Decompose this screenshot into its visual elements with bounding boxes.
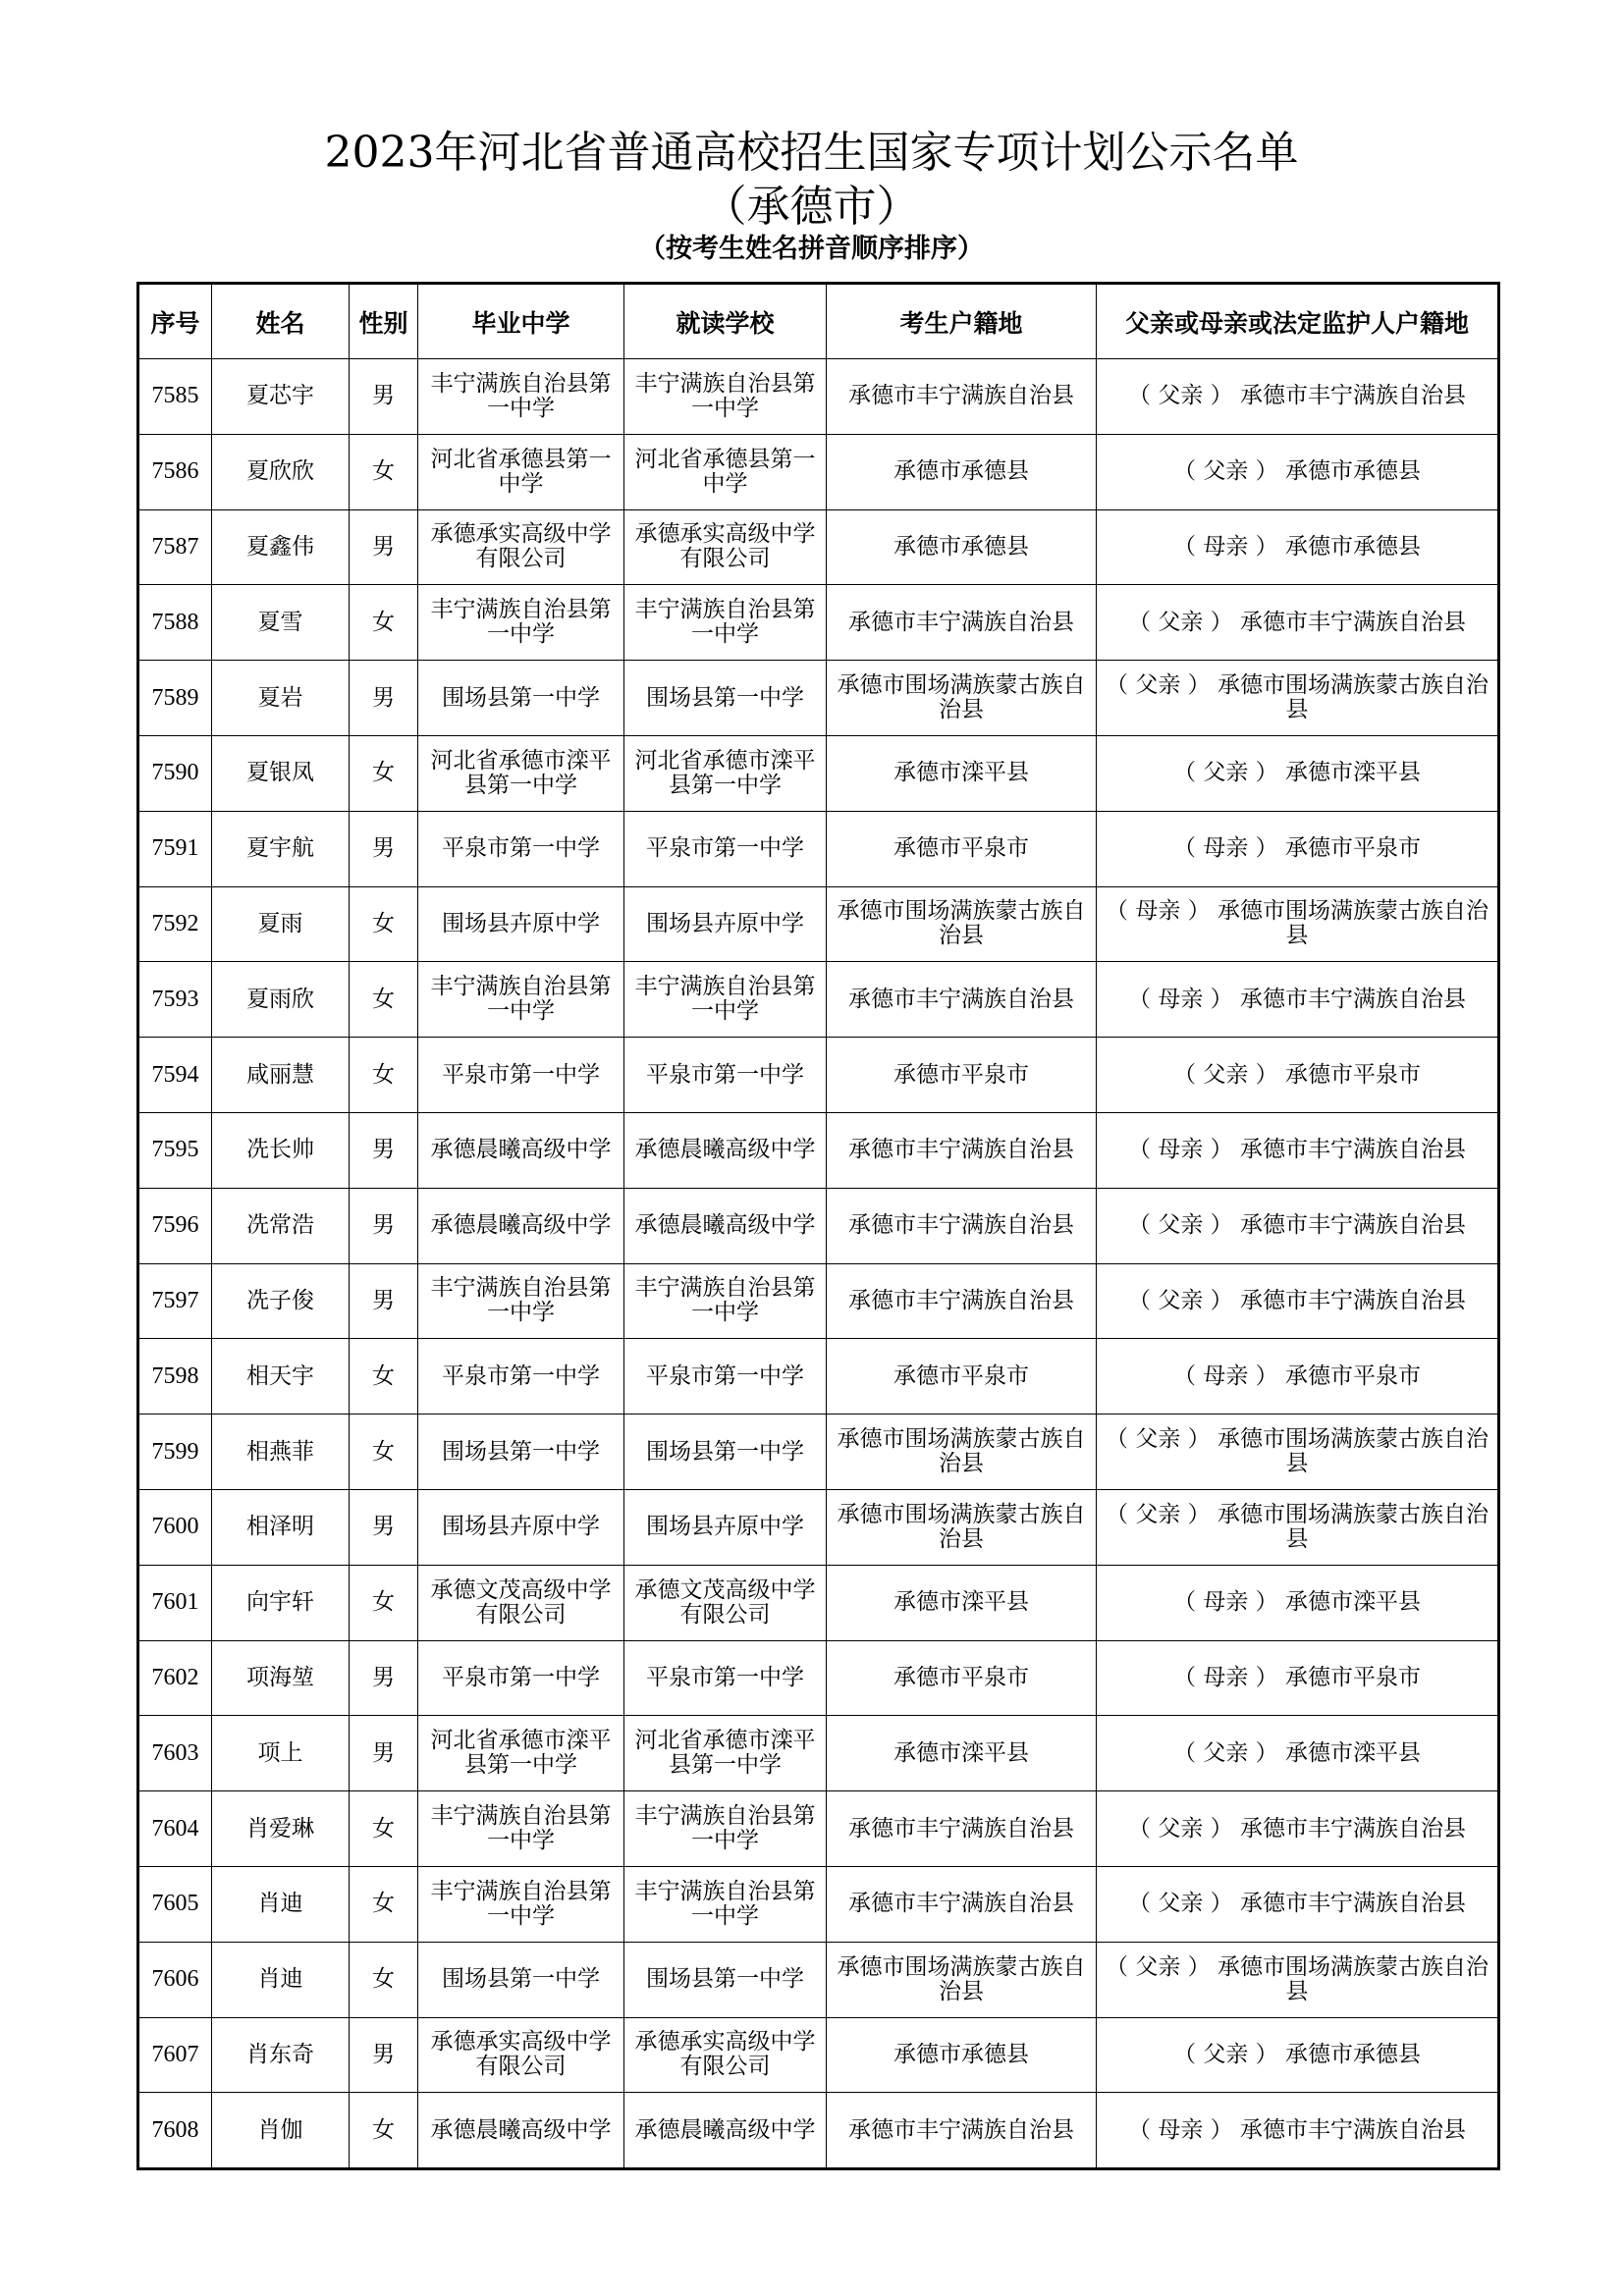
cell-current-school: 围场县卉原中学	[624, 1489, 827, 1565]
cell-guardian-hukou: （ 父亲 ） 承德市丰宁满族自治县	[1097, 1188, 1499, 1263]
cell-name: 夏岩	[212, 661, 350, 736]
cell-grad-school: 围场县卉原中学	[418, 1489, 624, 1565]
cell-grad-school: 围场县第一中学	[418, 1942, 624, 2017]
cell-name: 夏欣欣	[212, 434, 350, 509]
cell-current-school: 围场县第一中学	[624, 1942, 827, 2017]
cell-name: 夏银凤	[212, 735, 350, 811]
cell-current-school: 围场县第一中学	[624, 1415, 827, 1490]
cell-guardian-hukou: （ 母亲 ） 承德市丰宁满族自治县	[1097, 962, 1499, 1038]
cell-current-school: 丰宁满族自治县第一中学	[624, 1263, 827, 1339]
cell-no: 7592	[138, 886, 212, 962]
table-row	[138, 1791, 1499, 1867]
cell-no: 7591	[138, 811, 212, 886]
cell-grad-school: 丰宁满族自治县第一中学	[418, 962, 624, 1038]
cell-current-school: 承德承实高级中学有限公司	[624, 509, 827, 585]
cell-no: 7603	[138, 1716, 212, 1791]
cell-no: 7607	[138, 2017, 212, 2093]
table-header-row	[138, 284, 1499, 359]
header-gender: 性别	[350, 284, 418, 359]
cell-gender: 男	[350, 1716, 418, 1791]
cell-no: 7598	[138, 1339, 212, 1415]
table-row	[138, 886, 1499, 962]
cell-name: 夏宇航	[212, 811, 350, 886]
cell-current-school: 河北省承德市滦平县第一中学	[624, 735, 827, 811]
cell-current-school: 丰宁满族自治县第一中学	[624, 1866, 827, 1942]
page-subtitle-city: （承德市）	[703, 182, 920, 232]
header-name: 姓名	[212, 284, 350, 359]
cell-no: 7587	[138, 509, 212, 585]
cell-guardian-hukou: （ 母亲 ） 承德市平泉市	[1097, 1640, 1499, 1716]
page-title: 2023年河北省普通高校招生国家专项计划公示名单	[324, 128, 1299, 178]
cell-guardian-hukou: （ 父亲 ） 承德市丰宁满族自治县	[1097, 1866, 1499, 1942]
cell-hukou: 承德市丰宁满族自治县	[827, 1112, 1097, 1188]
cell-guardian-hukou: （ 父亲 ） 承德市承德县	[1097, 434, 1499, 509]
table-row	[138, 1866, 1499, 1942]
cell-gender: 男	[350, 661, 418, 736]
cell-current-school: 围场县第一中学	[624, 661, 827, 736]
table-row	[138, 434, 1499, 509]
cell-name: 肖爱琳	[212, 1791, 350, 1867]
cell-name: 夏雪	[212, 585, 350, 661]
cell-guardian-hukou: （ 母亲 ） 承德市丰宁满族自治县	[1097, 2093, 1499, 2169]
table-row	[138, 585, 1499, 661]
cell-gender: 男	[350, 1640, 418, 1716]
cell-name: 咸丽慧	[212, 1038, 350, 1113]
table-row	[138, 1415, 1499, 1490]
cell-grad-school: 围场县卉原中学	[418, 886, 624, 962]
cell-guardian-hukou: （ 父亲 ） 承德市丰宁满族自治县	[1097, 585, 1499, 661]
cell-hukou: 承德市围场满族蒙古族自治县	[827, 1415, 1097, 1490]
cell-name: 冼常浩	[212, 1188, 350, 1263]
cell-grad-school: 河北省承德市滦平县第一中学	[418, 735, 624, 811]
cell-guardian-hukou: （ 父亲 ） 承德市围场满族蒙古族自治县	[1097, 1942, 1499, 2017]
cell-no: 7606	[138, 1942, 212, 2017]
cell-gender: 男	[350, 1112, 418, 1188]
cell-name: 项海堃	[212, 1640, 350, 1716]
cell-grad-school: 平泉市第一中学	[418, 1640, 624, 1716]
cell-gender: 女	[350, 1791, 418, 1867]
cell-current-school: 平泉市第一中学	[624, 811, 827, 886]
cell-gender: 男	[350, 1188, 418, 1263]
table-row	[138, 1038, 1499, 1113]
cell-gender: 女	[350, 1942, 418, 2017]
cell-guardian-hukou: （ 父亲 ） 承德市滦平县	[1097, 1716, 1499, 1791]
cell-hukou: 承德市围场满族蒙古族自治县	[827, 661, 1097, 736]
cell-guardian-hukou: （ 母亲 ） 承德市丰宁满族自治县	[1097, 1112, 1499, 1188]
cell-no: 7594	[138, 1038, 212, 1113]
roster-table	[136, 282, 1500, 2170]
table-row	[138, 359, 1499, 435]
cell-grad-school: 围场县第一中学	[418, 1415, 624, 1490]
cell-current-school: 承德晨曦高级中学	[624, 2093, 827, 2169]
cell-no: 7602	[138, 1640, 212, 1716]
cell-guardian-hukou: （ 父亲 ） 承德市丰宁满族自治县	[1097, 1791, 1499, 1867]
cell-current-school: 丰宁满族自治县第一中学	[624, 1791, 827, 1867]
cell-guardian-hukou: （ 母亲 ） 承德市滦平县	[1097, 1565, 1499, 1640]
cell-guardian-hukou: （ 母亲 ） 承德市围场满族蒙古族自治县	[1097, 886, 1499, 962]
cell-hukou: 承德市围场满族蒙古族自治县	[827, 1942, 1097, 2017]
table-row	[138, 811, 1499, 886]
header-guardian-hukou: 父亲或母亲或法定监护人户籍地	[1097, 284, 1499, 359]
cell-no: 7585	[138, 359, 212, 435]
cell-hukou: 承德市平泉市	[827, 1640, 1097, 1716]
cell-no: 7588	[138, 585, 212, 661]
cell-gender: 女	[350, 1866, 418, 1942]
table-row	[138, 735, 1499, 811]
cell-hukou: 承德市平泉市	[827, 811, 1097, 886]
table-row	[138, 1263, 1499, 1339]
cell-gender: 女	[350, 735, 418, 811]
cell-grad-school: 平泉市第一中学	[418, 811, 624, 886]
cell-gender: 女	[350, 1565, 418, 1640]
cell-no: 7604	[138, 1791, 212, 1867]
cell-current-school: 平泉市第一中学	[624, 1038, 827, 1113]
cell-no: 7590	[138, 735, 212, 811]
cell-name: 肖迪	[212, 1942, 350, 2017]
cell-hukou: 承德市平泉市	[827, 1038, 1097, 1113]
cell-no: 7596	[138, 1188, 212, 1263]
table-row	[138, 661, 1499, 736]
table-row	[138, 1942, 1499, 2017]
cell-grad-school: 承德承实高级中学有限公司	[418, 2017, 624, 2093]
cell-gender: 男	[350, 1489, 418, 1565]
cell-gender: 女	[350, 1038, 418, 1113]
header-grad-school: 毕业中学	[418, 284, 624, 359]
cell-guardian-hukou: （ 父亲 ） 承德市围场满族蒙古族自治县	[1097, 661, 1499, 736]
cell-name: 冼长帅	[212, 1112, 350, 1188]
cell-name: 夏雨欣	[212, 962, 350, 1038]
cell-name: 项上	[212, 1716, 350, 1791]
cell-guardian-hukou: （ 父亲 ） 承德市丰宁满族自治县	[1097, 1263, 1499, 1339]
cell-no: 7600	[138, 1489, 212, 1565]
cell-hukou: 承德市围场满族蒙古族自治县	[827, 1489, 1097, 1565]
table-row	[138, 962, 1499, 1038]
cell-grad-school: 承德晨曦高级中学	[418, 1112, 624, 1188]
cell-current-school: 河北省承德县第一中学	[624, 434, 827, 509]
cell-hukou: 承德市丰宁满族自治县	[827, 585, 1097, 661]
cell-gender: 女	[350, 2093, 418, 2169]
cell-grad-school: 河北省承德县第一中学	[418, 434, 624, 509]
cell-grad-school: 丰宁满族自治县第一中学	[418, 1791, 624, 1867]
header-hukou: 考生户籍地	[827, 284, 1097, 359]
cell-gender: 女	[350, 962, 418, 1038]
table-body	[138, 359, 1499, 2169]
cell-current-school: 平泉市第一中学	[624, 1640, 827, 1716]
table-row	[138, 1716, 1499, 1791]
table-row	[138, 509, 1499, 585]
cell-no: 7605	[138, 1866, 212, 1942]
table-row	[138, 1489, 1499, 1565]
cell-grad-school: 平泉市第一中学	[418, 1038, 624, 1113]
cell-hukou: 承德市丰宁满族自治县	[827, 962, 1097, 1038]
cell-guardian-hukou: （ 父亲 ） 承德市围场满族蒙古族自治县	[1097, 1489, 1499, 1565]
cell-gender: 男	[350, 811, 418, 886]
cell-guardian-hukou: （ 父亲 ） 承德市围场满族蒙古族自治县	[1097, 1415, 1499, 1490]
cell-name: 肖迪	[212, 1866, 350, 1942]
cell-guardian-hukou: （ 母亲 ） 承德市承德县	[1097, 509, 1499, 585]
cell-current-school: 丰宁满族自治县第一中学	[624, 585, 827, 661]
cell-hukou: 承德市滦平县	[827, 1716, 1097, 1791]
cell-grad-school: 丰宁满族自治县第一中学	[418, 359, 624, 435]
cell-gender: 女	[350, 886, 418, 962]
cell-grad-school: 平泉市第一中学	[418, 1339, 624, 1415]
cell-current-school: 承德晨曦高级中学	[624, 1112, 827, 1188]
cell-grad-school: 河北省承德市滦平县第一中学	[418, 1716, 624, 1791]
cell-gender: 男	[350, 2017, 418, 2093]
cell-grad-school: 承德文茂高级中学有限公司	[418, 1565, 624, 1640]
cell-gender: 男	[350, 509, 418, 585]
cell-name: 夏雨	[212, 886, 350, 962]
cell-hukou: 承德市丰宁满族自治县	[827, 359, 1097, 435]
header-no: 序号	[138, 284, 212, 359]
cell-current-school: 承德文茂高级中学有限公司	[624, 1565, 827, 1640]
cell-hukou: 承德市承德县	[827, 2017, 1097, 2093]
cell-guardian-hukou: （ 父亲 ） 承德市丰宁满族自治县	[1097, 359, 1499, 435]
cell-current-school: 河北省承德市滦平县第一中学	[624, 1716, 827, 1791]
cell-current-school: 承德承实高级中学有限公司	[624, 2017, 827, 2093]
page-subtitle-sort-note: （按考生姓名拼音顺序排序）	[639, 234, 984, 264]
cell-guardian-hukou: （ 父亲 ） 承德市滦平县	[1097, 735, 1499, 811]
cell-guardian-hukou: （ 父亲 ） 承德市平泉市	[1097, 1038, 1499, 1113]
cell-grad-school: 承德晨曦高级中学	[418, 1188, 624, 1263]
table-row	[138, 2017, 1499, 2093]
cell-name: 向宇轩	[212, 1565, 350, 1640]
cell-hukou: 承德市平泉市	[827, 1339, 1097, 1415]
cell-no: 7608	[138, 2093, 212, 2169]
cell-name: 相燕菲	[212, 1415, 350, 1490]
table-row	[138, 1188, 1499, 1263]
cell-grad-school: 承德承实高级中学有限公司	[418, 509, 624, 585]
cell-gender: 男	[350, 359, 418, 435]
cell-hukou: 承德市承德县	[827, 434, 1097, 509]
cell-hukou: 承德市丰宁满族自治县	[827, 1188, 1097, 1263]
cell-grad-school: 丰宁满族自治县第一中学	[418, 585, 624, 661]
cell-no: 7589	[138, 661, 212, 736]
cell-hukou: 承德市滦平县	[827, 735, 1097, 811]
cell-name: 肖伽	[212, 2093, 350, 2169]
cell-name: 相天宇	[212, 1339, 350, 1415]
cell-guardian-hukou: （ 母亲 ） 承德市平泉市	[1097, 1339, 1499, 1415]
cell-hukou: 承德市丰宁满族自治县	[827, 1791, 1097, 1867]
header-current-school: 就读学校	[624, 284, 827, 359]
cell-hukou: 承德市滦平县	[827, 1565, 1097, 1640]
table-row	[138, 2093, 1499, 2169]
cell-gender: 女	[350, 585, 418, 661]
cell-name: 夏芯宇	[212, 359, 350, 435]
cell-no: 7593	[138, 962, 212, 1038]
cell-hukou: 承德市丰宁满族自治县	[827, 1263, 1097, 1339]
cell-hukou: 承德市丰宁满族自治县	[827, 1866, 1097, 1942]
cell-current-school: 丰宁满族自治县第一中学	[624, 359, 827, 435]
cell-grad-school: 围场县第一中学	[418, 661, 624, 736]
cell-current-school: 承德晨曦高级中学	[624, 1188, 827, 1263]
cell-gender: 女	[350, 434, 418, 509]
cell-no: 7595	[138, 1112, 212, 1188]
cell-gender: 女	[350, 1339, 418, 1415]
cell-hukou: 承德市围场满族蒙古族自治县	[827, 886, 1097, 962]
table-row	[138, 1112, 1499, 1188]
cell-grad-school: 承德晨曦高级中学	[418, 2093, 624, 2169]
cell-guardian-hukou: （ 父亲 ） 承德市承德县	[1097, 2017, 1499, 2093]
table-row	[138, 1565, 1499, 1640]
cell-hukou: 承德市丰宁满族自治县	[827, 2093, 1097, 2169]
cell-grad-school: 丰宁满族自治县第一中学	[418, 1866, 624, 1942]
table-row	[138, 1339, 1499, 1415]
cell-no: 7597	[138, 1263, 212, 1339]
cell-name: 相泽明	[212, 1489, 350, 1565]
cell-no: 7599	[138, 1415, 212, 1490]
cell-gender: 女	[350, 1415, 418, 1490]
cell-gender: 男	[350, 1263, 418, 1339]
cell-current-school: 丰宁满族自治县第一中学	[624, 962, 827, 1038]
cell-no: 7601	[138, 1565, 212, 1640]
cell-current-school: 围场县卉原中学	[624, 886, 827, 962]
cell-name: 肖东奇	[212, 2017, 350, 2093]
cell-no: 7586	[138, 434, 212, 509]
cell-guardian-hukou: （ 母亲 ） 承德市平泉市	[1097, 811, 1499, 886]
cell-name: 冼子俊	[212, 1263, 350, 1339]
table-row	[138, 1640, 1499, 1716]
cell-hukou: 承德市承德县	[827, 509, 1097, 585]
cell-grad-school: 丰宁满族自治县第一中学	[418, 1263, 624, 1339]
cell-current-school: 平泉市第一中学	[624, 1339, 827, 1415]
cell-name: 夏鑫伟	[212, 509, 350, 585]
